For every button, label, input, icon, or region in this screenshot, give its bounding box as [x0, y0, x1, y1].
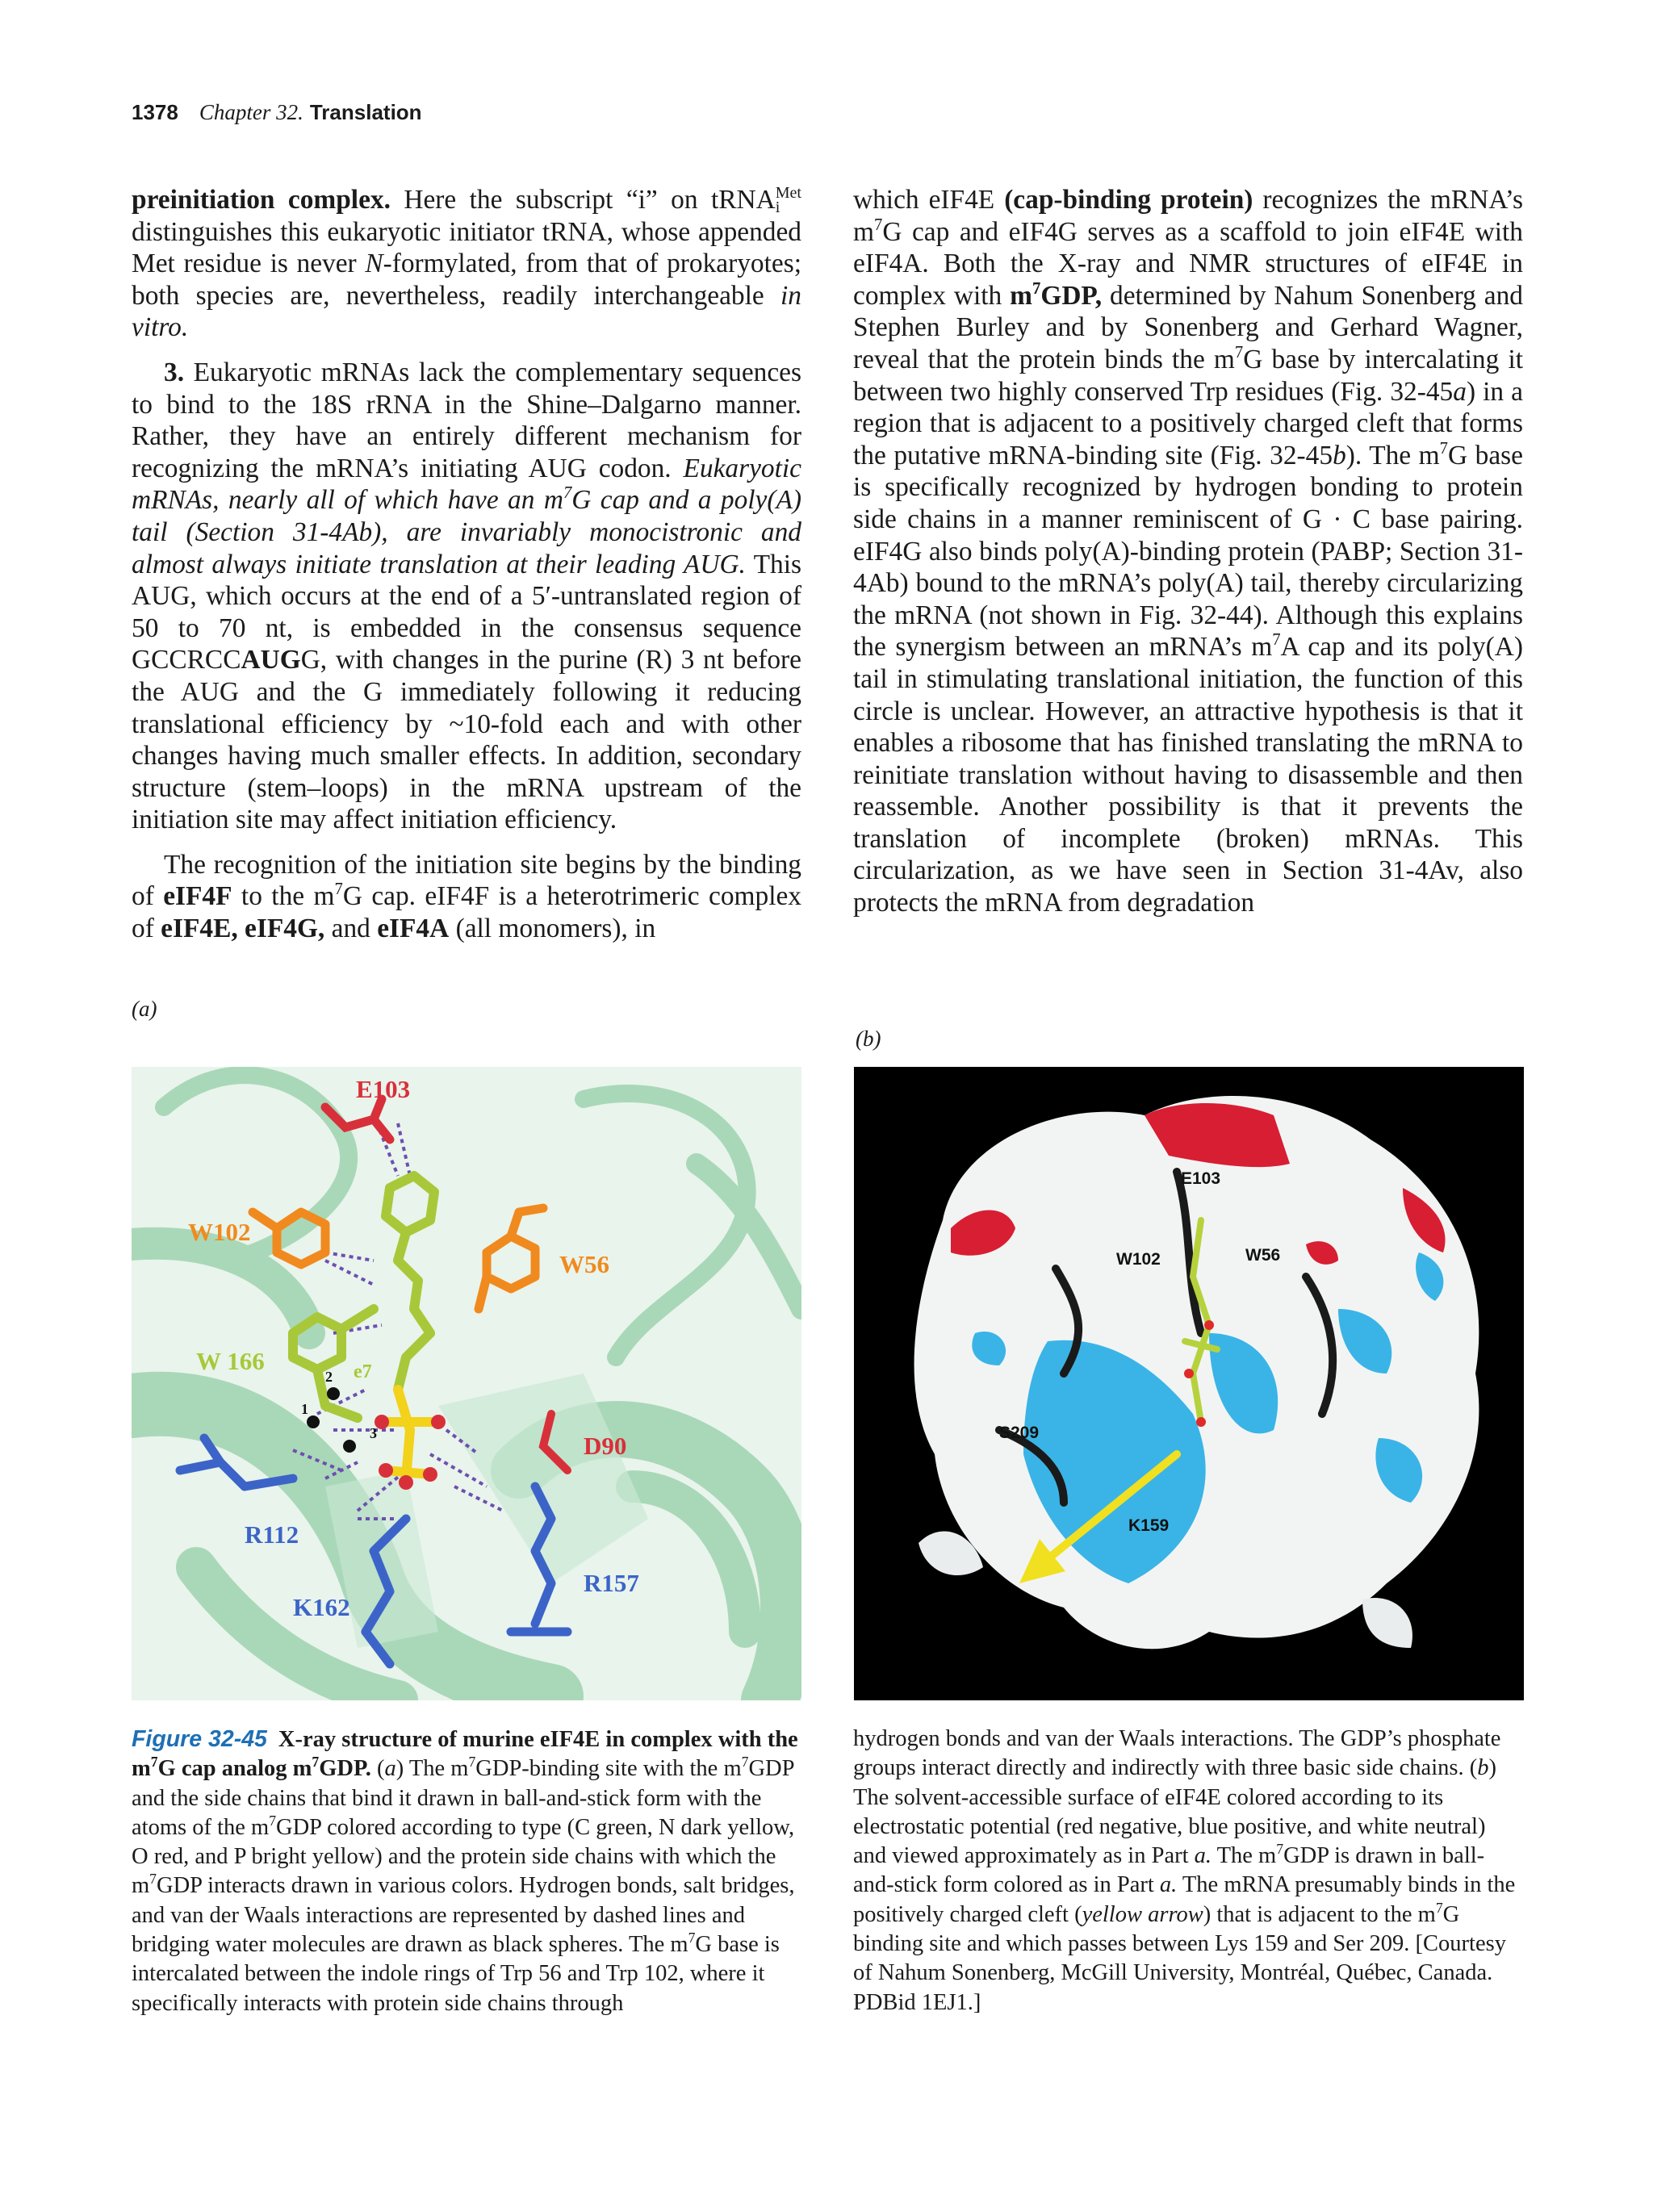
label-e103: E103: [356, 1075, 411, 1103]
binding-site-illustration: [132, 1067, 801, 1700]
superscript: 7: [741, 1754, 749, 1771]
text-run: This AUG, which occurs at the end of a 5′-untranslated region of 50 to 70 nt, is embedded in the consensus sequence GCCRCC: [132, 549, 802, 675]
text-run: hydrogen bonds and van der Waals interactions. The GDP’s phosphate groups interact directly and indirectly with three basic side chains. (: [853, 1726, 1501, 1781]
text-run: The m: [1212, 1843, 1277, 1869]
text-run: GDP is drawn in ball-and-stick form colored as in Part: [853, 1843, 1485, 1898]
label-b-e103: E103: [1181, 1169, 1221, 1188]
text-run: and: [324, 914, 378, 944]
label-d90: D90: [584, 1432, 627, 1460]
caption-text-a: [132, 1725, 801, 2018]
italic-text: a: [1453, 376, 1467, 407]
label-water-1: 1: [301, 1401, 308, 1417]
panel-b-label: (b): [856, 1027, 881, 1051]
superscript: 7: [1272, 631, 1281, 650]
italic-text: Eukaryotic mRNAs, nearly all of which have an m: [132, 453, 801, 516]
text-run: ) that is adjacent to the m: [1203, 1901, 1436, 1927]
bold-term: AUG: [241, 645, 301, 675]
paragraph-point-3: [132, 357, 801, 836]
italic-text: a.: [1194, 1843, 1212, 1869]
text-run: to the m: [232, 881, 335, 912]
superscript: 7: [1435, 1899, 1443, 1916]
text-run: G, with changes in the purine (R) 3 nt before the AUG and the G immediately following it reducing translational efficiency by ~10-fold each and with other changes having much smaller effects. In addition, secondary structure (stem–loops) in the mRNA upstream of the initiation site may affect initiation efficiency.: [132, 645, 801, 835]
text-run: G cap and eIF4G serves as a scaffold to join eIF4E with eIF4A. Both the X-ray and NMR structures of eIF4E in complex with: [853, 216, 1523, 311]
paragraph-eif4e: [853, 184, 1523, 919]
superscript: Met: [775, 183, 801, 202]
italic-text: b: [1333, 440, 1346, 470]
electrostatic-surface: [854, 1067, 1524, 1700]
text-run: (all monomers), in: [449, 914, 656, 944]
label-b-w102: W102: [1116, 1250, 1161, 1269]
italic-text: G cap and a poly(A) tail (Section 31-4Ab), are invariably monocistronic and almost always initiate translation at their leading AUG.: [132, 485, 801, 579]
text-run: ) The solvent-accessible surface of eIF4E colored according to its electrostatic potential (red negative, blue positive, and white neutral) and viewed approximately as in Part: [853, 1755, 1496, 1869]
figure-panel-a: [132, 1067, 801, 1700]
label-water-3: 3: [370, 1425, 377, 1441]
bold-term: GDP,: [1040, 280, 1103, 311]
label-k162: K162: [293, 1593, 350, 1621]
chapter-label: Chapter 32.: [199, 100, 303, 124]
subscript: i: [775, 199, 780, 216]
figure-caption-right: [853, 1725, 1523, 2018]
superscript: 7: [269, 1812, 277, 1829]
figure-panel-b: [854, 1067, 1524, 1700]
text-run: recognizes the mRNA’s m: [853, 185, 1524, 247]
running-header: [132, 100, 422, 125]
text-run: Here the subscript “i” on tRNA: [390, 185, 776, 215]
list-number: 3.: [164, 357, 185, 387]
text-run: G cap. eIF4F is a heterotrimeric complex of: [132, 881, 801, 944]
italic-text: N: [365, 249, 383, 279]
text-run: G base by intercalating it between two highly conserved Trp residues (Fig. 32-45: [853, 344, 1524, 407]
caption-title: X-ray structure of murine eIF4E in complex with the m: [132, 1727, 798, 1782]
panel-a-label: (a): [132, 997, 157, 1021]
bold-term: preinitiation complex.: [132, 185, 391, 215]
label-b-k159: K159: [1128, 1516, 1170, 1535]
text-run: The mRNA presumably binds in the positively charged cleft (: [853, 1872, 1516, 1927]
text-run: G binding site and which passes between Lys 159 and Ser 209. [Courtesy of Nahum Sonenberg, McGill University, Montréal, Québec, Canada. PDBid 1EJ1.]: [853, 1901, 1506, 2015]
label-w56: W56: [559, 1250, 609, 1278]
caption-text-b: [853, 1725, 1523, 2018]
caption-title: GDP.: [319, 1756, 371, 1782]
superscript: 7: [468, 1754, 476, 1771]
text-run: distinguishes this eukaryotic initiator tRNA, whose appended Met residue is never: [132, 216, 801, 279]
text-run: GDP-binding site with the m: [475, 1756, 742, 1782]
label-r112: R112: [245, 1520, 299, 1549]
page-number: 1378: [132, 100, 178, 124]
bold-term: eIF4A: [377, 914, 450, 944]
text-run: which eIF4E: [853, 185, 1005, 215]
superscript: 7: [150, 1754, 158, 1771]
superscript: 7: [688, 1930, 696, 1946]
bold-term: (cap-binding protein): [1004, 185, 1253, 215]
label-b-w56: W56: [1245, 1246, 1281, 1265]
superscript: 7: [1032, 279, 1041, 298]
text-run: A cap and its poly(A) tail in stimulating translational initiation, the function of this circle is unclear. However, an attractive hypothesis is that it enables a ribosome that has finished translating the mRNA to reinitiate translation without having to disassemble and then reassemble. Another possibility is that it prevents the translation of incomplete (broken) mRNAs. This circularization, as we have seen in Section 31-4Av, also protects the mRNA from degradation: [853, 632, 1523, 918]
bold-term: m: [1010, 280, 1032, 311]
text-run: ) The m: [395, 1756, 469, 1782]
superscript: 7: [1276, 1841, 1284, 1858]
superscript: 7: [334, 880, 343, 899]
superscript: 7: [1439, 439, 1448, 458]
italic-text: b: [1477, 1755, 1489, 1781]
text-run: (: [370, 1756, 385, 1782]
text-run: GDP and the side chains that bind it drawn in ball-and-stick form with the atoms of the m: [132, 1756, 794, 1840]
label-r157: R157: [584, 1569, 639, 1597]
text-run: ) in a region that is adjacent to a positively charged cleft that forms the putative mRNA-binding site (Fig. 32-45: [853, 376, 1523, 470]
label-w166: W 166: [196, 1347, 265, 1375]
caption-title: G cap analog m: [157, 1756, 312, 1782]
italic-text: a: [384, 1756, 396, 1782]
italic-text: in vitro.: [132, 280, 801, 343]
right-column: [853, 184, 1523, 919]
text-run: determined by Nahum Sonenberg and Stephen Burley and by Sonenberg and Gerhard Wagner, reveal that the protein binds the m: [853, 280, 1523, 374]
figure-caption-left: [132, 1725, 801, 2018]
paragraph-recognition: [132, 849, 801, 945]
paragraph-preinitiation: [132, 184, 801, 344]
superscript: 7: [873, 215, 883, 234]
text-run: GDP colored according to type (C green, N dark yellow, O red, and P bright yellow) and the protein side chains with which the m: [132, 1814, 795, 1899]
text-run: G base is intercalated between the indole rings of Trp 56 and Trp 102, where it specifically interacts with protein side chains through: [132, 1932, 780, 2016]
label-w102: W102: [188, 1218, 251, 1246]
text-run: The recognition of the initiation site begins by the binding of: [132, 849, 801, 912]
bold-term: eIF4F: [163, 881, 232, 912]
figure-number: Figure 32-45: [132, 1726, 267, 1752]
superscript: 7: [149, 1871, 157, 1888]
text-run: -formylated, from that of prokaryotes; both species are, nevertheless, readily interchangeable: [132, 249, 801, 311]
text-run: GDP interacts drawn in various colors. Hydrogen bonds, salt bridges, and van der Waals interactions are represented by dashed lines and bridging water molecules are drawn as black spheres. The m: [132, 1873, 795, 1958]
superscript: 7: [1234, 344, 1244, 362]
superscript: 7: [563, 484, 572, 503]
italic-text: a.: [1159, 1872, 1178, 1898]
label-b-s209: S209: [999, 1424, 1040, 1442]
trna-subsup: [775, 183, 801, 216]
left-column: [132, 184, 801, 945]
text-run: G base is specifically recognized by hydrogen bonding to protein side chains in a manner reminiscent of G · C base pairing. eIF4G also binds poly(A)-binding protein (PABP; Section 31-4Ab) bound to the mRNA’s poly(A) tail, thereby circularizing the mRNA (not shown in Fig. 32-44). Although this explains the synergism between an mRNA’s m: [853, 440, 1523, 663]
bold-term: eIF4E, eIF4G,: [161, 914, 325, 944]
section-label: Translation: [309, 100, 422, 124]
label-e7: e7: [354, 1361, 372, 1382]
text-run: ). The m: [1345, 440, 1440, 470]
label-water-2: 2: [325, 1369, 333, 1385]
italic-text: yellow arrow: [1082, 1901, 1203, 1927]
text-run: Eukaryotic mRNAs lack the complementary sequences to bind to the 18S rRNA in the Shine–Dalgarno manner. Rather, they have an entirely different mechanism for recognizing the mRNA’s initiating AUG codon.: [132, 357, 801, 483]
superscript: 7: [312, 1754, 320, 1771]
